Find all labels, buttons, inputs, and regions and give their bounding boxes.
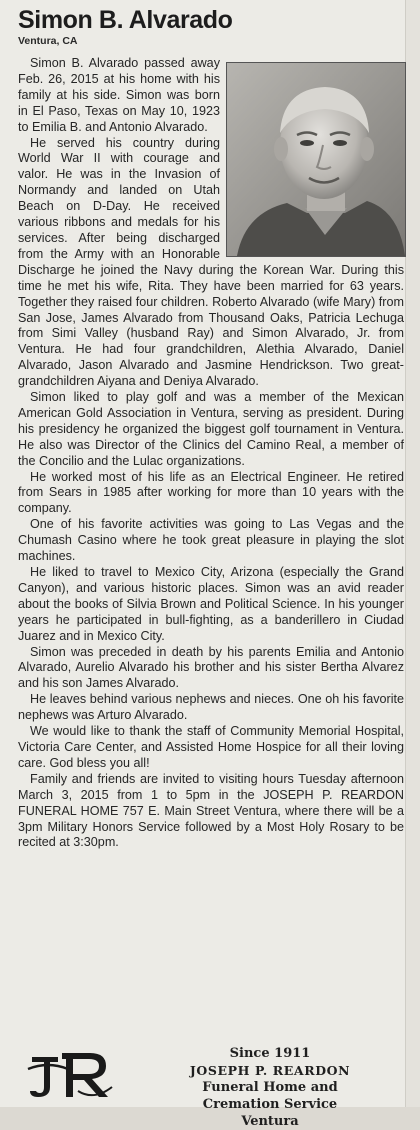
funeral-home-name: JOSEPH P. REARDON: [189, 1063, 351, 1078]
paragraph-career: He worked most of his life as an Electrical Engineer. He retired from Sears in 1985 after working for more than 10 years with the company.: [18, 469, 404, 516]
funeral-home-city: Ventura: [241, 1114, 299, 1129]
paragraph-golf: Simon liked to play golf and was a member of the Mexican American Gold Association in Ventura, serving as president. During his presidency he organized the biggest golf tournament in Ventura. He also was Director of the Clinics del Camino Real, a member of the Concilio and the Lulac organizations.: [18, 390, 404, 468]
adjacent-column-edge: [405, 0, 420, 1107]
funeral-home-ad: [18, 1045, 404, 1129]
funeral-home-details: [136, 1045, 404, 1130]
paragraph-intro: Simon B. Alvarado passed away Feb. 26, 2015 at his home with his family at his side. Simon was born in El Paso, Texas on May 10, 1923 to Emilia B. and Antonio Alvarado.: [18, 56, 220, 134]
photo-spacer: [220, 56, 404, 260]
obituary-location: Ventura, CA: [18, 35, 78, 47]
paragraph-preceded: Simon was preceded in death by his parents Emilia and Antonio Alvarado, Aurelio Alvarado his brother and his sister Bertha Alvarez and his son James Alvarado.: [18, 644, 404, 691]
funeral-home-line2: Cremation Service: [202, 1097, 338, 1112]
since-year: Since 1911: [229, 1046, 311, 1061]
funeral-home-line1: Funeral Home and: [202, 1080, 338, 1095]
jr-monogram-logo: [28, 1047, 112, 1099]
paragraph-travel: He liked to travel to Mexico City, Arizona (especially the Grand Canyon), and various historic places. Simon was an avid reader about the books of Silvia Brown and Political Science. In his younger years he participated in bull-fighting, as a banderillero in Ciudad Juarez and in Mexico City.: [18, 565, 404, 643]
paragraph-survivors: He leaves behind various nephews and nieces. One oh his favorite nephews was Arturo Alvarado.: [18, 692, 404, 723]
paragraph-activities: One of his favorite activities was going to Las Vegas and the Chumash Casino where he took great pleasure in playing the slot machines.: [18, 517, 404, 564]
paragraph-thanks: We would like to thank the staff of Community Memorial Hospital, Victoria Care Center, and Assisted Home Hospice for all their loving care. God bless you all!: [18, 724, 404, 770]
obituary-name: Simon B. Alvarado: [18, 6, 233, 34]
paragraph-services: Family and friends are invited to visiting hours Tuesday afternoon March 3, 2015 from 1 to 5pm in the JOSEPH P. REARDON FUNERAL HOME 757 E. Main Street Ventura, where there will be a 3pm Military Honors Service followed by a Most Holy Rosary to be recited at 3:30pm.: [18, 771, 404, 850]
paragraph-military-family: He served his country during World War II with courage and valor. He was in the Invasion of Normandy and landed on Utah Beach on D-Day. He received various ribbons and medals for his services. After being discharged from the Army with an Honorable Discharge he joined the Navy during the Korean War. During this time he met his wife, Rita. They have been married for 63 years. Together they raised four children. Roberto Alvarado (wife Mary) from San Jose, James Alvarado from Thousand Oaks, Patricia Lechuga from Simi Valley (husband Ray) and Simon Alvarado, Jr. from Ventura. He had four grandchildren, Alethia Alvarado, Daniel Alvarado, Jason Alvarado and Jasmine Hendrickson. Two great-grandchildren Aiyana and Deniya Alvarado.: [18, 135, 404, 389]
obituary-text: [18, 56, 404, 851]
